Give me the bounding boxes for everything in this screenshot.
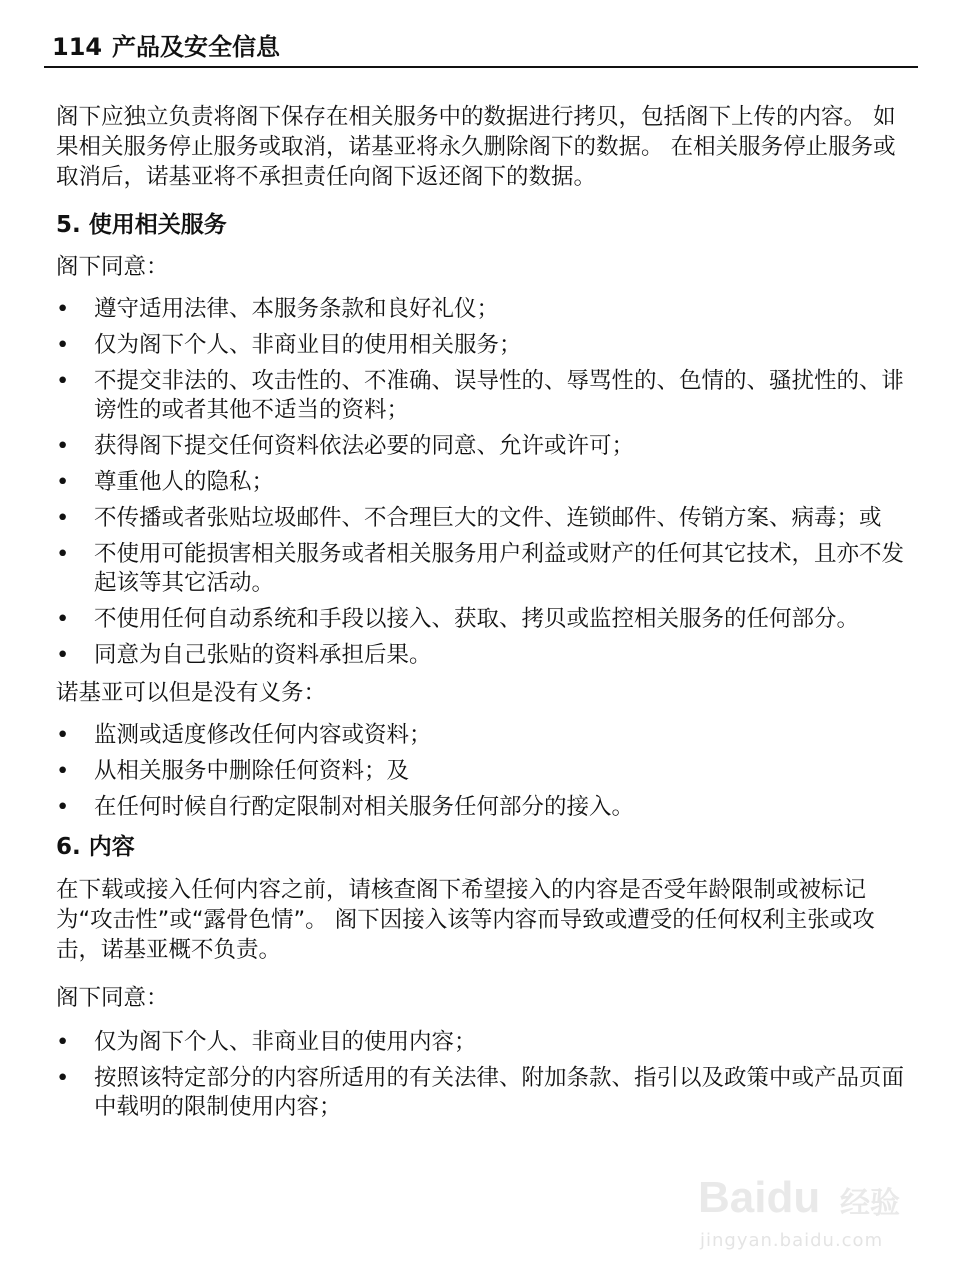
list-item: • 从相关服务中删除任何资料；及 <box>56 757 914 786</box>
page-number: 114 <box>52 33 103 61</box>
section-6-heading: 6. 内容 <box>56 834 135 860</box>
list-item: • 监测或适度修改任何内容或资料； <box>56 721 914 750</box>
list-item: • 仅为阁下个人、非商业目的使用相关服务； <box>56 331 914 360</box>
list-item: • 尊重他人的隐私； <box>56 468 914 497</box>
document-body <box>56 102 914 1129</box>
page-header <box>44 30 918 68</box>
list-item: • 遵守适用法律、本服务条款和良好礼仪； <box>56 295 914 324</box>
list-item: • 不提交非法的、攻击性的、不准确、误导性的、辱骂性的、色情的、骚扰性的、诽谤性的或者其他不适当的资料； <box>56 367 914 425</box>
watermark-logo: Baidu <box>698 1173 821 1222</box>
watermark-subtitle: 经验 <box>840 1186 900 1221</box>
list-item: • 按照该特定部分的内容所适用的有关法律、附加条款、指引以及政策中或产品页面中载明的限制使用内容； <box>56 1064 914 1122</box>
section-6-agree-list <box>56 1028 914 1122</box>
list-item: • 同意为自己张贴的资料承担后果。 <box>56 641 914 670</box>
section-5-agree-list <box>56 295 914 670</box>
watermark-url: jingyan.baidu.com <box>700 1230 884 1251</box>
section-5-heading: 5. 使用相关服务 <box>56 212 227 238</box>
nokia-obligations-list <box>56 721 914 822</box>
baidu-watermark <box>690 1172 922 1272</box>
list-item: • 不使用任何自动系统和手段以接入、获取、拷贝或监控相关服务的任何部分。 <box>56 605 914 634</box>
intro-paragraph: 阁下应独立负责将阁下保存在相关服务中的数据进行拷贝，包括阁下上传的内容。 如果相关服务停止服务或取消，诺基亚将永久删除阁下的数据。 在相关服务停止服务或取消后，诺基亚将不承担责任向阁下返还阁下的数据。 <box>56 104 896 190</box>
section-6-agree-label: 阁下同意： <box>56 985 169 1011</box>
header-title: 产品及安全信息 <box>112 33 280 61</box>
list-item: • 不传播或者张贴垃圾邮件、不合理巨大的文件、连锁邮件、传销方案、病毒；或 <box>56 504 914 533</box>
list-item: • 在任何时候自行酌定限制对相关服务任何部分的接入。 <box>56 793 914 822</box>
nokia-obligations-label: 诺基亚可以但是没有义务： <box>56 680 327 706</box>
list-item: • 不使用可能损害相关服务或者相关服务用户利益或财产的任何其它技术，且亦不发起该等其它活动。 <box>56 540 914 598</box>
section-6-intro: 在下载或接入任何内容之前，请核查阁下希望接入的内容是否受年龄限制或被标记为“攻击性”或“露骨色情”。 阁下因接入该等内容而导致或遭受的任何权利主张或攻击，诺基亚概不负责。 <box>56 877 875 963</box>
section-5-agree-label: 阁下同意： <box>56 254 169 280</box>
list-item: • 获得阁下提交任何资料依法必要的同意、允许或许可； <box>56 432 914 461</box>
list-item: • 仅为阁下个人、非商业目的使用内容； <box>56 1028 914 1057</box>
